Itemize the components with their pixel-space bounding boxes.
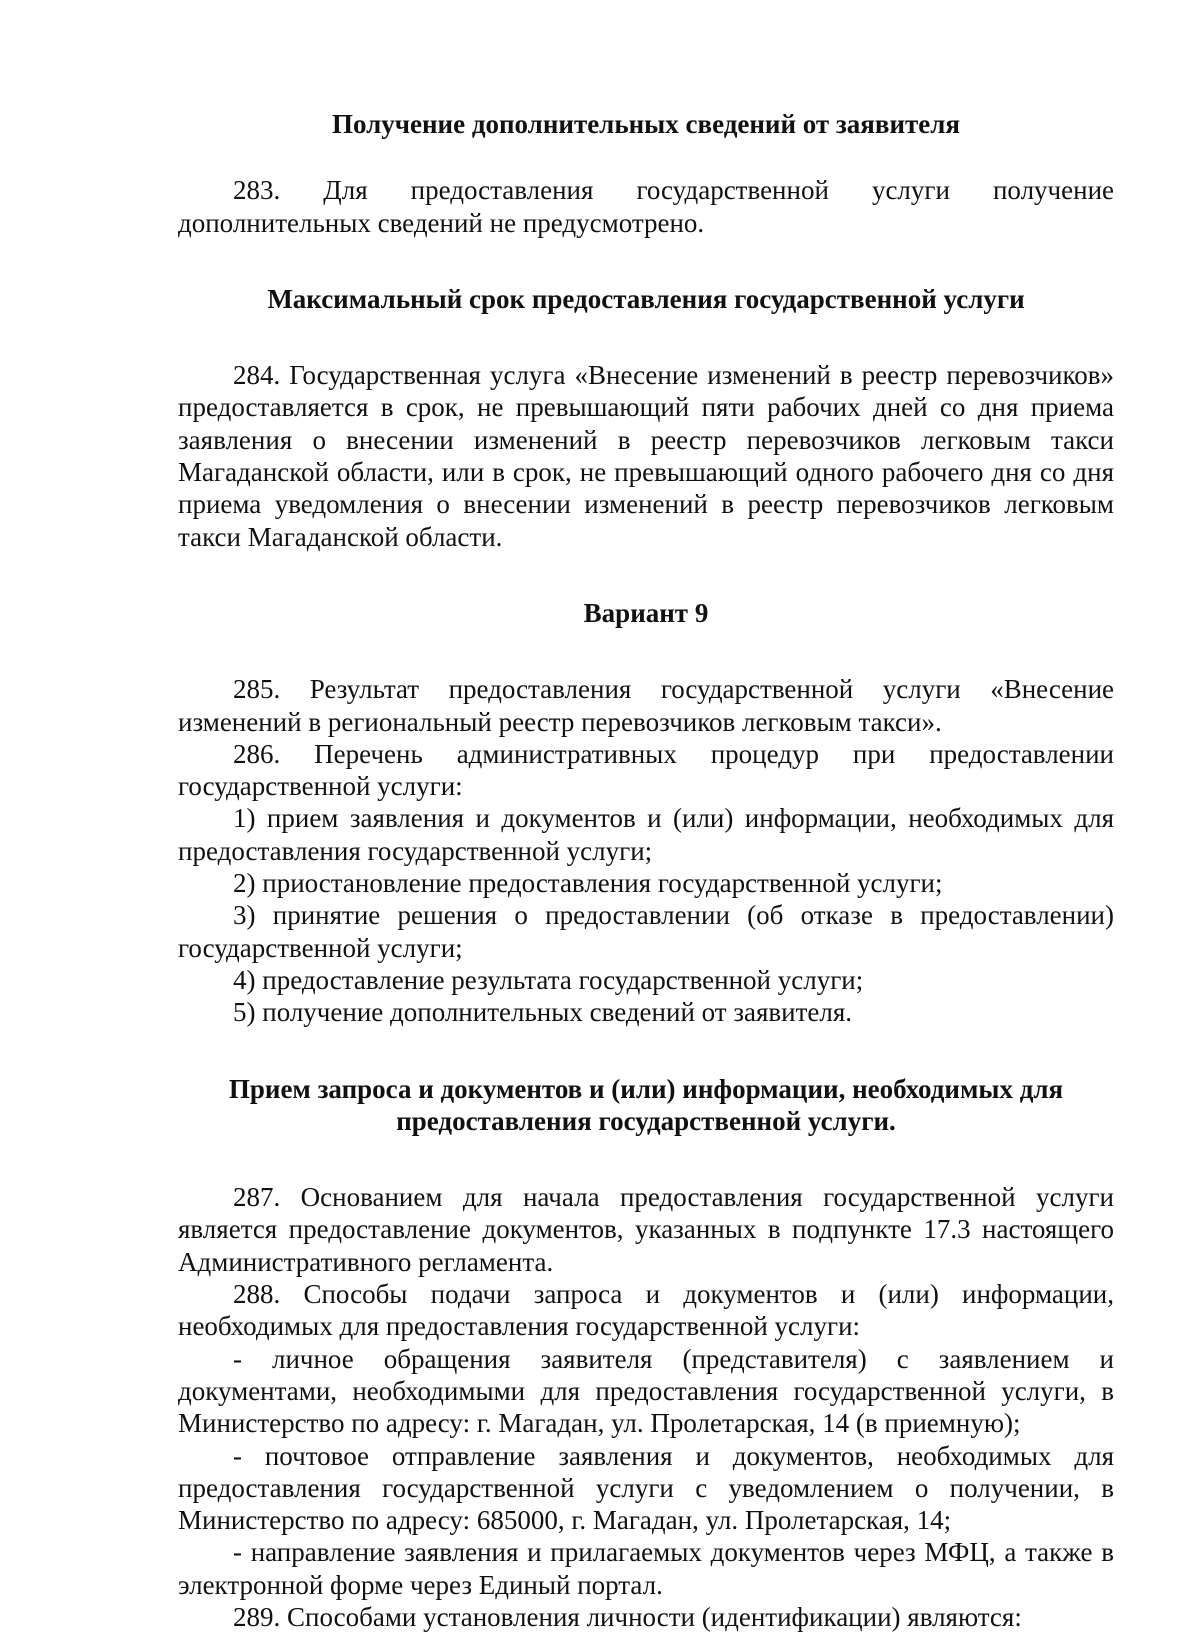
paragraph-287: 287. Основанием для начала предоставления государственной услуги является предоставление документов, указанных в подпункте 17.3 настоящего Административного регламента. (178, 1182, 1114, 1277)
paragraph-288: 288. Способы подачи запроса и документов и (или) информации, необходимых для предоставления государственной услуги: (178, 1279, 1114, 1342)
list-item-288-3: - направление заявления и прилагаемых документов через МФЦ, а также в электронной форме через Единый портал. (178, 1537, 1114, 1600)
section-heading-variant-9: Вариант 9 (583, 597, 709, 628)
paragraph-284: 284. Государственная услуга «Внесение изменений в реестр перевозчиков» предоставляется в срок, не превышающий пяти рабочих дней со дня приема заявления о внесении изменений в реестр перевозчиков легковым такси Магаданской области, или в срок, не превышающий одного рабочего дня со дня приема уведомления о внесении изменений в реестр перевозчиков легковым такси Магаданской области. (178, 360, 1114, 552)
paragraph-285: 285. Результат предоставления государственной услуги «Внесение изменений в региональный реестр перевозчиков легковым такси». (178, 674, 1114, 737)
list-item-288-1: - личное обращения заявителя (представителя) с заявлением и документами, необходимыми для предоставления государственной услуги, в Министерство по адресу: г. Магадан, ул. Пролетарская, 14 (в приемную); (178, 1343, 1114, 1439)
document-page (178, 108, 1114, 1633)
list-item-286-3: 3) принятие решения о предоставлении (об отказе в предоставлении) государственной услуги; (178, 900, 1114, 963)
list-item-288-2: - почтовое отправление заявления и документов, необходимых для предоставления государственной услуги с уведомлением о получении, в Министерство по адресу: 685000, г. Магадан, ул. Пролетарская, 14; (178, 1440, 1114, 1536)
section-heading-request-reception (178, 1073, 1114, 1138)
paragraph-283: 283. Для предоставления государственной услуги получение дополнительных сведений не предусмотрено. (178, 175, 1114, 238)
paragraph-286: 286. Перечень административных процедур при предоставлении государственной услуги: (178, 738, 1114, 802)
paragraph-289: 289. Способами установления личности (идентификации) являются: (233, 1601, 1022, 1632)
section-heading-request-reception-line2: предоставления государственной услуги. (396, 1105, 896, 1136)
list-item-286-5: 5) получение дополнительных сведений от заявителя. (233, 997, 853, 1028)
list-item-286-4: 4) предоставление результата государственной услуги; (233, 964, 864, 995)
section-heading-max-term: Максимальный срок предоставления государственной услуги (267, 283, 1025, 314)
section-heading-additional-info: Получение дополнительных сведений от заявителя (331, 109, 961, 139)
list-item-286-1: 1) прием заявления и документов и (или) информации, необходимых для предоставления государственной услуги; (178, 803, 1114, 866)
list-item-286-2: 2) приостановление предоставления государственной услуги; (233, 868, 943, 899)
section-heading-request-reception-line1: Прием запроса и документов и (или) информации, необходимых для (228, 1073, 1064, 1104)
